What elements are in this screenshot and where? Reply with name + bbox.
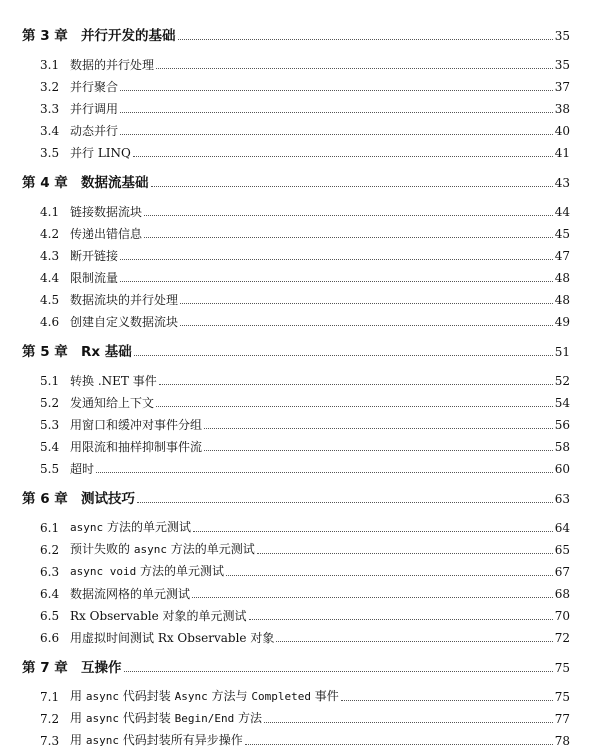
- section-title: [70, 226, 142, 242]
- dot-leader: [180, 302, 553, 304]
- section-title: [70, 519, 191, 536]
- section-number: 7.2: [40, 712, 60, 726]
- title-segment: Rx Observable 对象的单元测试: [70, 609, 247, 623]
- page-number: 40: [554, 124, 570, 138]
- title-segment: 测试技巧: [81, 491, 135, 507]
- dot-leader: [120, 89, 553, 91]
- title-segment: Async: [174, 690, 208, 703]
- section-title: [70, 373, 157, 389]
- title-segment: async: [85, 712, 119, 725]
- toc-section[interactable]: [0, 202, 592, 220]
- dot-leader: [245, 743, 553, 745]
- page-number: 51: [554, 345, 570, 359]
- title-segment: 预计失败的: [70, 542, 134, 556]
- title-segment: 并行 LINQ: [70, 146, 131, 160]
- chapter-number: 第 3 章: [22, 28, 68, 44]
- toc-section[interactable]: [0, 312, 592, 330]
- title-segment: Completed: [251, 690, 311, 703]
- dot-leader: [151, 185, 553, 187]
- section-number: 3.3: [40, 102, 60, 116]
- toc-chapter[interactable]: [0, 489, 592, 507]
- title-segment: 数据的并行处理: [70, 58, 155, 72]
- page-number: 48: [554, 271, 570, 285]
- section-number: 3.2: [40, 80, 60, 94]
- title-segment: async: [85, 690, 119, 703]
- section-number: 3.4: [40, 124, 60, 138]
- section-title: [70, 630, 274, 646]
- section-title: [70, 439, 202, 455]
- page-number: 37: [554, 80, 570, 94]
- title-segment: 方法的单元测试: [103, 520, 191, 534]
- dot-leader: [226, 574, 553, 576]
- title-segment: 超时: [70, 462, 95, 476]
- page-number: 77: [554, 712, 570, 726]
- dot-leader: [137, 501, 553, 503]
- title-segment: async void: [70, 565, 137, 578]
- toc-chapter[interactable]: [0, 342, 592, 360]
- section-title: [70, 608, 247, 624]
- page-number: 58: [554, 440, 570, 454]
- section-number: 4.1: [40, 205, 60, 219]
- section-title: [70, 123, 118, 139]
- title-segment: 方法的单元测试: [166, 542, 255, 556]
- title-segment: 并行开发的基础: [81, 28, 176, 44]
- page-number: 72: [554, 631, 570, 645]
- section-number: 5.1: [40, 374, 60, 388]
- title-segment: 代码封装: [118, 711, 175, 725]
- toc-section[interactable]: [0, 55, 592, 73]
- toc-section[interactable]: [0, 268, 592, 286]
- section-number: 5.5: [40, 462, 60, 476]
- section-number: 7.1: [40, 690, 60, 704]
- toc-section[interactable]: [0, 459, 592, 477]
- title-segment: 断开链接: [70, 249, 119, 263]
- dot-leader: [120, 258, 553, 260]
- title-segment: 代码封装: [118, 689, 175, 703]
- title-segment: 用: [70, 711, 86, 725]
- toc-chapter[interactable]: [0, 173, 592, 191]
- page-number: 47: [554, 249, 570, 263]
- toc-section[interactable]: [0, 562, 592, 580]
- dot-leader: [133, 155, 553, 157]
- section-title: [70, 248, 118, 264]
- chapter-title: [81, 28, 176, 44]
- section-number: 5.4: [40, 440, 60, 454]
- title-segment: 并行聚合: [70, 80, 119, 94]
- toc-section[interactable]: [0, 224, 592, 242]
- dot-leader: [144, 236, 553, 238]
- dot-leader: [159, 383, 553, 385]
- toc-section[interactable]: [0, 121, 592, 139]
- dot-leader: [192, 596, 553, 598]
- chapter-title: [81, 660, 122, 676]
- page-number: 56: [554, 418, 570, 432]
- dot-leader: [156, 405, 553, 407]
- section-number: 5.2: [40, 396, 60, 410]
- toc-section[interactable]: [0, 415, 592, 433]
- title-segment: 传递出错信息: [70, 227, 143, 241]
- section-number: 3.1: [40, 58, 60, 72]
- page-number: 52: [554, 374, 570, 388]
- toc-section[interactable]: [0, 437, 592, 455]
- toc-section[interactable]: [0, 393, 592, 411]
- section-number: 5.3: [40, 418, 60, 432]
- page-number: 38: [554, 102, 570, 116]
- title-segment: 转换 .NET 事件: [70, 374, 157, 388]
- title-segment: 并行调用: [70, 102, 119, 116]
- page-number: 68: [554, 587, 570, 601]
- section-number: 4.4: [40, 271, 60, 285]
- title-segment: 互操作: [81, 660, 122, 676]
- title-segment: Begin/End: [174, 712, 235, 725]
- section-number: 4.6: [40, 315, 60, 329]
- section-title: [70, 314, 178, 330]
- page-number: 45: [554, 227, 570, 241]
- toc-section[interactable]: [0, 290, 592, 308]
- section-title: [70, 270, 118, 286]
- section-number: 6.3: [40, 565, 60, 579]
- section-number: 6.4: [40, 587, 60, 601]
- page-number: 64: [554, 521, 570, 535]
- chapter-title: [81, 175, 149, 191]
- section-title: [70, 57, 154, 73]
- page-number: 41: [554, 146, 570, 160]
- toc-section[interactable]: [0, 99, 592, 117]
- section-number: 4.3: [40, 249, 60, 263]
- section-number: 3.5: [40, 146, 60, 160]
- section-number: 6.2: [40, 543, 60, 557]
- title-segment: async: [133, 543, 167, 556]
- section-title: [70, 79, 118, 95]
- toc-section[interactable]: [0, 540, 592, 558]
- chapter-title: [81, 491, 135, 507]
- title-segment: 数据流网格的单元测试: [70, 587, 191, 601]
- dot-leader: [276, 640, 552, 642]
- title-segment: 创建自定义数据流块: [70, 315, 179, 329]
- toc-section[interactable]: [0, 606, 592, 624]
- toc-section[interactable]: [0, 77, 592, 95]
- toc-section[interactable]: [0, 709, 592, 727]
- section-title: [70, 204, 142, 220]
- section-title: [70, 395, 154, 411]
- toc-section[interactable]: [0, 731, 592, 749]
- title-segment: 链接数据流块: [70, 205, 143, 219]
- dot-leader: [156, 67, 553, 69]
- title-segment: 数据流基础: [81, 175, 149, 191]
- title-segment: 用虚拟时间测试 Rx Observable 对象: [70, 631, 275, 645]
- toc-section[interactable]: [0, 518, 592, 536]
- title-segment: Rx 基础: [81, 344, 132, 360]
- dot-leader: [120, 133, 553, 135]
- page-number: 75: [554, 661, 570, 675]
- dot-leader: [249, 618, 553, 620]
- page-number: 75: [554, 690, 570, 704]
- dot-leader: [341, 699, 553, 701]
- dot-leader: [120, 111, 553, 113]
- toc-section[interactable]: [0, 371, 592, 389]
- page-number: 43: [554, 176, 570, 190]
- chapter-number: 第 5 章: [22, 344, 68, 360]
- toc-section[interactable]: [0, 584, 592, 602]
- page-number: 49: [554, 315, 570, 329]
- dot-leader: [120, 280, 553, 282]
- page-number: 60: [554, 462, 570, 476]
- toc-section[interactable]: [0, 246, 592, 264]
- section-number: 4.5: [40, 293, 60, 307]
- section-title: [70, 292, 178, 308]
- title-segment: 限制流量: [70, 271, 119, 285]
- page-number: 78: [554, 734, 570, 748]
- title-segment: 发通知给上下文: [70, 396, 155, 410]
- section-number: 6.5: [40, 609, 60, 623]
- page-number: 65: [554, 543, 570, 557]
- section-number: 6.1: [40, 521, 60, 535]
- chapter-title: [81, 344, 132, 360]
- title-segment: 方法与: [207, 689, 252, 703]
- section-title: [70, 732, 243, 749]
- dot-leader: [96, 471, 553, 473]
- page-number: 70: [554, 609, 570, 623]
- dot-leader: [204, 427, 553, 429]
- toc-chapter[interactable]: [0, 658, 592, 676]
- section-title: [70, 688, 339, 705]
- section-number: 6.6: [40, 631, 60, 645]
- title-segment: 用窗口和缓冲对事件分组: [70, 418, 203, 432]
- toc-section[interactable]: [0, 687, 592, 705]
- page-number: 54: [554, 396, 570, 410]
- title-segment: 方法: [234, 711, 263, 725]
- section-title: [70, 461, 94, 477]
- dot-leader: [204, 449, 553, 451]
- page-number: 63: [554, 492, 570, 506]
- toc-section[interactable]: [0, 628, 592, 646]
- chapter-number: 第 4 章: [22, 175, 68, 191]
- page-number: 35: [554, 58, 570, 72]
- title-segment: 动态并行: [70, 124, 119, 138]
- section-title: [70, 145, 131, 161]
- dot-leader: [134, 354, 553, 356]
- title-segment: 用: [70, 733, 86, 747]
- section-number: 7.3: [40, 734, 60, 748]
- title-segment: 用: [70, 689, 86, 703]
- section-title: [70, 586, 190, 602]
- section-title: [70, 101, 118, 117]
- section-title: [70, 417, 202, 433]
- page-number: 44: [554, 205, 570, 219]
- chapter-number: 第 6 章: [22, 491, 68, 507]
- page-number: 35: [554, 29, 570, 43]
- title-segment: 事件: [310, 689, 339, 703]
- dot-leader: [264, 721, 553, 723]
- section-title: [70, 710, 262, 727]
- section-number: 4.2: [40, 227, 60, 241]
- title-segment: 代码封装所有异步操作: [118, 733, 243, 747]
- section-title: [70, 563, 224, 580]
- toc-chapter[interactable]: [0, 26, 592, 44]
- title-segment: async: [70, 521, 104, 534]
- dot-leader: [178, 38, 553, 40]
- section-title: [70, 541, 255, 558]
- dot-leader: [124, 670, 553, 672]
- dot-leader: [193, 530, 553, 532]
- chapter-number: 第 7 章: [22, 660, 68, 676]
- page-number: 67: [554, 565, 570, 579]
- dot-leader: [257, 552, 553, 554]
- title-segment: 用限流和抽样抑制事件流: [70, 440, 203, 454]
- title-segment: async: [85, 734, 119, 747]
- dot-leader: [144, 214, 553, 216]
- title-segment: 数据流块的并行处理: [70, 293, 179, 307]
- toc-section[interactable]: [0, 143, 592, 161]
- page-number: 48: [554, 293, 570, 307]
- dot-leader: [180, 324, 553, 326]
- title-segment: 方法的单元测试: [136, 564, 225, 578]
